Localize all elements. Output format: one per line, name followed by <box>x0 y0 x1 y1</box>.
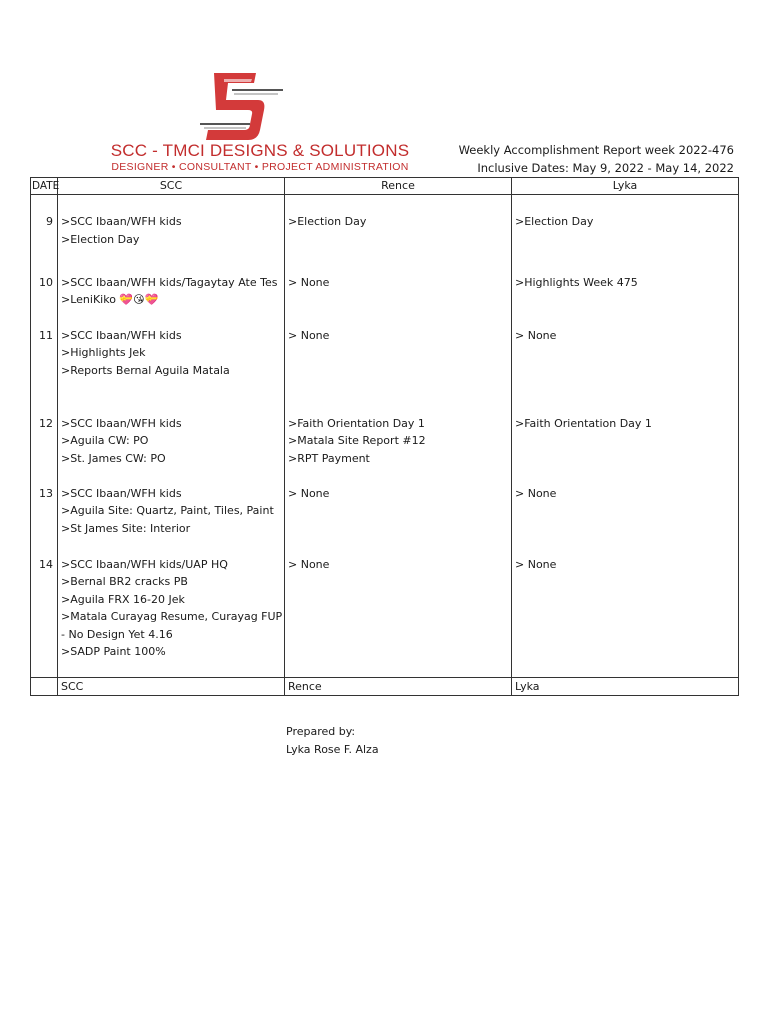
company-tagline: DESIGNER • CONSULTANT • PROJECT ADMINISTRATION <box>111 161 409 173</box>
inclusive-dates: Inclusive Dates: May 9, 2022 - May 14, 2022 <box>477 161 734 175</box>
cell-line: > None <box>288 275 330 289</box>
footer-scc: SCC <box>58 678 285 696</box>
cell-line: - No Design Yet 4.16 <box>61 627 173 641</box>
cell-line: >Election Day <box>61 232 140 246</box>
cell-line: >SCC Ibaan/WFH kids/UAP HQ <box>61 557 228 571</box>
header-rence: Rence <box>285 178 512 195</box>
cell-line: >LeniKiko 💝😘💝 <box>61 293 159 307</box>
lyka-cell <box>512 485 739 556</box>
table-row <box>31 415 739 485</box>
lyka-cell <box>512 415 739 485</box>
cell-line: >SADP Paint 100% <box>61 645 166 659</box>
header-date: DATE <box>31 178 58 195</box>
scc-cell <box>58 327 285 415</box>
report-title: Weekly Accomplishment Report week 2022-476 <box>458 143 734 157</box>
cell-line: >Matala Site Report #12 <box>288 434 426 448</box>
scc-cell <box>58 556 285 678</box>
company-name: SCC - TMCI DESIGNS & SOLUTIONS <box>110 141 410 160</box>
cell-line: >SCC Ibaan/WFH kids <box>61 215 182 228</box>
footer-lyka: Lyka <box>512 678 739 696</box>
cell-line: > None <box>288 328 330 342</box>
row-date: 9 <box>31 195 58 274</box>
header-lyka: Lyka <box>512 178 739 195</box>
table-row <box>31 274 739 327</box>
table-row <box>31 195 739 274</box>
rence-cell <box>285 274 512 327</box>
cell-line: >Aguila Site: Quartz, Paint, Tiles, Paint <box>61 504 274 518</box>
table-row <box>31 485 739 556</box>
rence-cell <box>285 485 512 556</box>
lyka-cell <box>512 556 739 678</box>
row-date: 10 <box>31 274 58 327</box>
cell-line: >Faith Orientation Day 1 <box>515 416 652 430</box>
cell-line: >RPT Payment <box>288 451 370 465</box>
footer-rence: Rence <box>285 678 512 696</box>
cell-line: > None <box>288 486 330 500</box>
cell-line: >Highlights Week 475 <box>515 275 638 289</box>
cell-line: >SCC Ibaan/WFH kids <box>61 416 182 430</box>
company-logo <box>198 70 288 144</box>
cell-line: >SCC Ibaan/WFH kids/Tagaytay Ate Tes <box>61 275 278 289</box>
prepared-by-label: Prepared by: <box>286 725 356 738</box>
cell-line: > None <box>515 557 557 571</box>
lyka-cell <box>512 327 739 415</box>
lyka-cell <box>512 195 739 274</box>
cell-line: > None <box>288 557 330 571</box>
table-row <box>31 556 739 678</box>
scc-cell <box>58 415 285 485</box>
cell-line: >St James Site: Interior <box>61 521 191 535</box>
row-date: 12 <box>31 415 58 485</box>
cell-line: >Faith Orientation Day 1 <box>288 416 425 430</box>
rence-cell <box>285 195 512 274</box>
cell-line: >SCC Ibaan/WFH kids <box>61 328 182 342</box>
rence-cell <box>285 556 512 678</box>
cell-line: >Aguila FRX 16-20 Jek <box>61 592 185 606</box>
table-header-row <box>31 178 739 195</box>
lyka-cell <box>512 274 739 327</box>
cell-line: > None <box>515 328 557 342</box>
cell-line: >Election Day <box>288 215 367 228</box>
cell-line: >Reports Bernal Aguila Matala <box>61 363 230 377</box>
scc-cell <box>58 195 285 274</box>
rence-cell <box>285 415 512 485</box>
prepared-by-name: Lyka Rose F. Alza <box>286 743 379 756</box>
scc-cell <box>58 274 285 327</box>
row-date: 13 <box>31 485 58 556</box>
header-scc: SCC <box>58 178 285 195</box>
footer-date <box>31 678 58 696</box>
row-date: 11 <box>31 327 58 415</box>
row-date: 14 <box>31 556 58 678</box>
cell-line: >SCC Ibaan/WFH kids <box>61 486 182 500</box>
cell-line: >Bernal BR2 cracks PB <box>61 575 188 589</box>
rence-cell <box>285 327 512 415</box>
cell-line: >Election Day <box>515 215 594 228</box>
table-footer-row <box>31 678 739 696</box>
cell-line: > None <box>515 486 557 500</box>
scc-cell <box>58 485 285 556</box>
accomplishment-table <box>30 177 739 696</box>
cell-line: >St. James CW: PO <box>61 451 166 465</box>
table-row <box>31 327 739 415</box>
cell-line: >Highlights Jek <box>61 346 146 360</box>
cell-line: >Aguila CW: PO <box>61 434 149 448</box>
cell-line: >Matala Curayag Resume, Curayag FUP <box>61 610 283 624</box>
